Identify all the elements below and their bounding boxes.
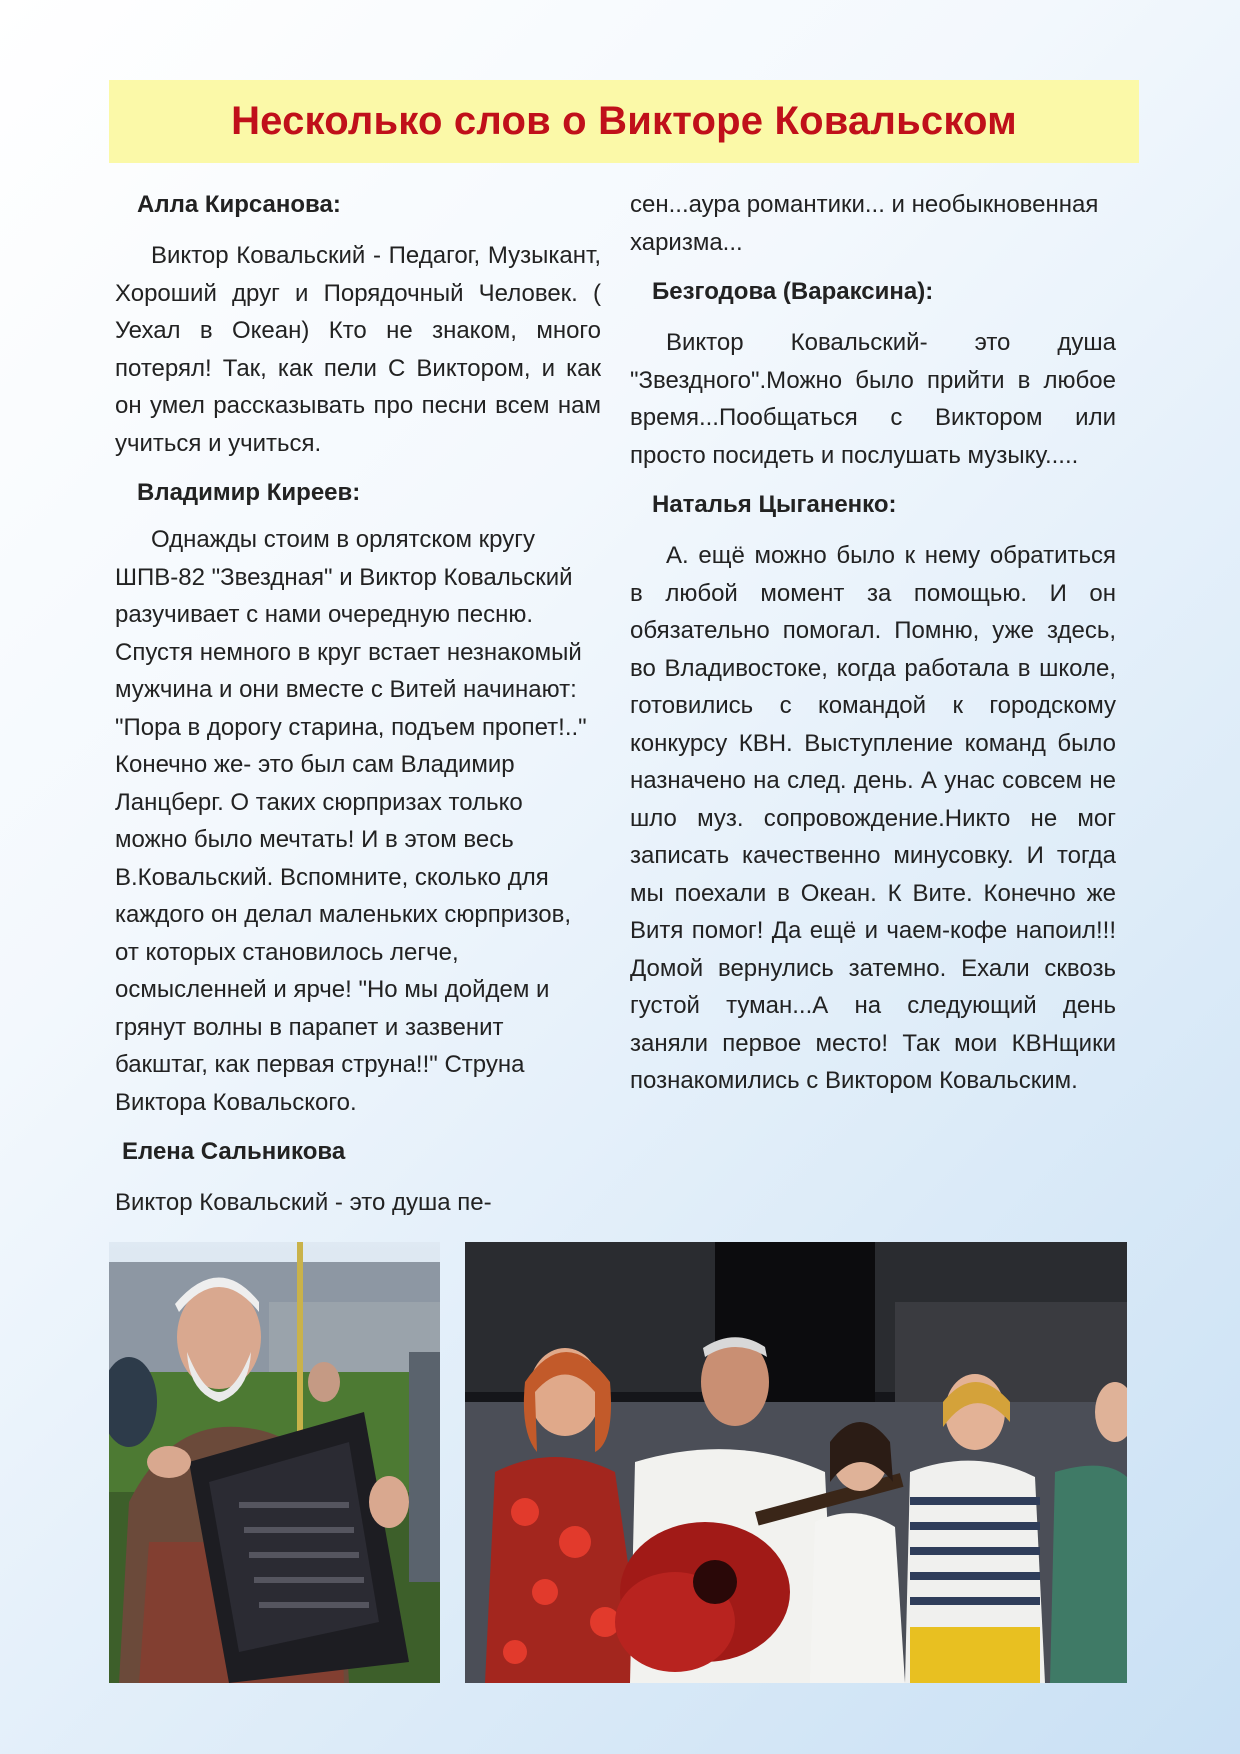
right-column bbox=[630, 186, 1116, 1112]
testimonial-paragraph: сен...аура романтики... и необыкновенная харизма... bbox=[630, 191, 1099, 256]
title-banner bbox=[109, 80, 1139, 163]
testimonial-paragraph: А. ещё можно было к нему обратиться в любой момент за помощью. И он обязательно помогал. Помню, уже здесь, во Владивостоке, когда работала в школе, готовились с командой к городскому конкурсу КВН. Выступление команд было назначено на след. день. А унас совсем не шло муз. сопровождение.Никто не мог записать качественно минусовку. И тогда мы поехали в Океан. К Вите. Конечно же Витя помог! Да ещё и чаем-кофе напоил!!! Домой вернулись затемно. Ехали сквозь густой туман...А на следующий день заняли первое место! Так мои КВНщики познакомились с Виктором Ковальским. bbox=[630, 542, 1116, 1094]
author-heading: Наталья Цыганенко: bbox=[652, 491, 897, 518]
group-singing-photo bbox=[465, 1242, 1127, 1683]
testimonial-paragraph: Виктор Ковальский - это душа пе- bbox=[115, 1189, 492, 1216]
left-column bbox=[115, 186, 601, 1234]
author-heading: Владимир Киреев: bbox=[137, 479, 361, 506]
page-title: Несколько слов о Викторе Ковальском bbox=[231, 99, 1017, 143]
testimonial-paragraph: Виктор Ковальский- это душа "Звездного".Можно было прийти в любое время...Пообщаться с Виктором или просто посидеть и послушать музыку..... bbox=[630, 329, 1116, 469]
author-heading: Елена Сальникова bbox=[122, 1138, 346, 1165]
author-heading: Алла Кирсанова: bbox=[137, 191, 341, 218]
author-heading: Безгодова (Вараксина): bbox=[652, 278, 934, 305]
testimonial-paragraph: Однажды стоим в орлятском кругу ШПВ-82 "Звездная" и Виктор Ковальский разучивает с нами очередную песню. Спустя немного в круг встает незнакомый мужчина и они вместе с Витей начинают: "Пора в дорогу старина, подъем пропет!.." Конечно же- это был сам Владимир Ланцберг. О таких сюрпризах только можно было мечтать! И в этом весь В.Ковальский. Вспомните, сколько для каждого он делал маленьких сюрпризов, от которых становилось легче, осмысленней и ярче! "Но мы дойдем и грянут волны в парапет и зазвенит бакштаг, как первая струна!!" Струна Виктора Ковальского. bbox=[115, 526, 587, 1116]
testimonial-paragraph: Виктор Ковальский - Педагог, Музыкант, Хороший друг и Порядочный Человек. ( Уехал в Океан) Кто не знаком, много потерял! Так, как пели С Виктором, и как он умел рассказывать про песни всем нам учиться и учиться. bbox=[115, 242, 601, 457]
accordion-player-photo bbox=[109, 1242, 440, 1683]
